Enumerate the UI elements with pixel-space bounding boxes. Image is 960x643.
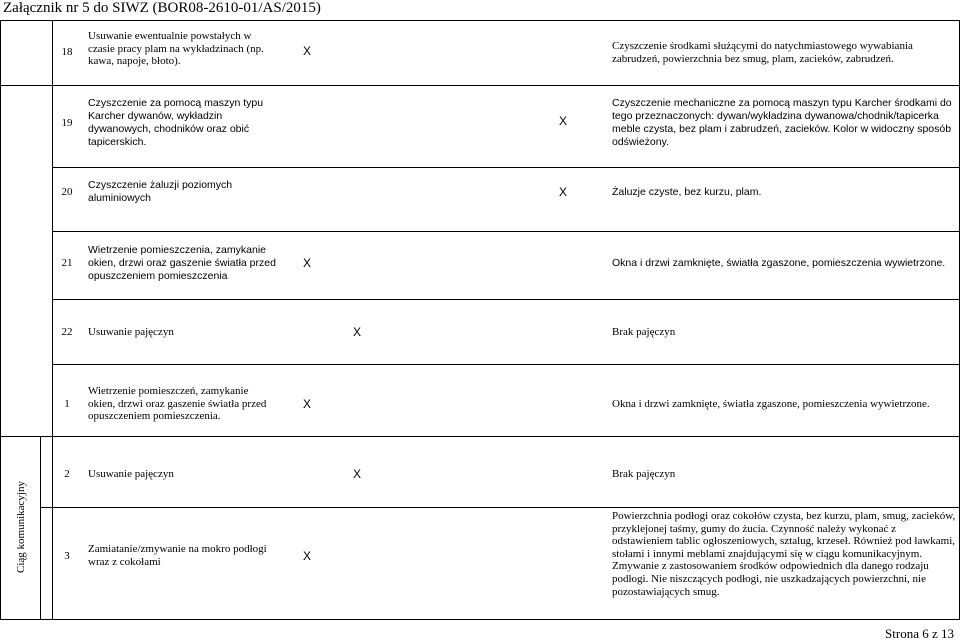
- mark-x: X: [352, 467, 361, 481]
- task-text: Zamiatanie/zmywanie na mokro podłogi wraz z cokołami: [88, 543, 267, 568]
- row-number: 21: [61, 257, 73, 269]
- effect-text: Brak pajęczyn: [612, 326, 676, 338]
- mark-x: X: [558, 185, 567, 199]
- task-text: Usuwanie pajęczyn: [88, 326, 174, 338]
- effect-text: Czyszczenie mechaniczne za pomocą maszyn typu Karcher środkami do tego przeznaczonych: dywan/wykładzina dywanowa/chodnik/tapicerka meble czysta, bez plam i zabrudzeń, zacieków. Kolor w widoczny sposób odświeżony.: [612, 97, 952, 148]
- effect-text: Powierzchnia podłogi oraz cokołów czysta, bez kurzu, plam, smug, zacieków, przyklejonej taśmy, gumy do żucia. Czynność należy wykonać z odstawieniem tablic ogłoszeniowych, sztalug, krzeseł. Również pod ławkami, stołami i innymi meblami znajdującymi się w ciągu komunikacyjnym. Zmywanie z zastosowaniem środków odpowiednich dla danego rodzaju podłogi. Nie niszczących podłogi, nie uszkadzających powierzchni, nie pozostawiających smug.: [612, 510, 956, 598]
- mark-x: X: [302, 549, 311, 563]
- task-text: Czyszczenie żaluzji poziomych aluminiowych: [88, 179, 233, 204]
- mark-x: X: [302, 256, 311, 270]
- mark-x: X: [302, 397, 311, 411]
- row-number: 20: [61, 186, 73, 198]
- mark-x: X: [558, 114, 567, 128]
- effect-text: Żaluzje czyste, bez kurzu, plam.: [612, 186, 762, 198]
- task-text: Wietrzenie pomieszczenia, zamykanie okien, drzwi oraz gaszenie światła przed opuszczeniem pomieszczenia: [88, 244, 276, 282]
- row-number: 1: [64, 398, 70, 410]
- page-number: Strona 6 z 13: [885, 626, 954, 641]
- task-text: Wietrzenie pomieszczeń, zamykanie okien, drzwi oraz gaszenie światła przed opuszczeniem pomieszczenia.: [88, 385, 267, 423]
- mark-x: X: [302, 44, 311, 58]
- task-text: Czyszczenie za pomocą maszyn typu Karcher dywanów, wykładzin dywanowych, chodników oraz obić tapicerskich.: [88, 97, 264, 148]
- row-number: 18: [61, 46, 73, 58]
- row-number: 3: [64, 550, 70, 562]
- row-number: 2: [64, 468, 70, 480]
- section-label: Ciąg komunikacyjny: [15, 481, 27, 573]
- document-title: Załącznik nr 5 do SIWZ (BOR08-2610-01/AS/2015): [3, 0, 321, 16]
- effect-text: Okna i drzwi zamknięte, światła zgaszone, pomieszczenia wywietrzone.: [612, 257, 946, 269]
- mark-x: X: [352, 325, 361, 339]
- task-text: Usuwanie ewentualnie powstałych w czasie pracy plam na wykładzinach (np. kawa, napoje, błoto).: [88, 30, 264, 68]
- effect-text: Okna i drzwi zamknięte, światła zgaszone, pomieszczenia wywietrzone.: [612, 398, 930, 410]
- row-number: 22: [61, 326, 73, 338]
- task-text: Usuwanie pajęczyn: [88, 468, 174, 480]
- effect-text: Brak pajęczyn: [612, 468, 676, 480]
- row-number: 19: [61, 117, 73, 129]
- effect-text: Czyszczenie środkami służącymi do natychmiastowego wywabiania zabrudzeń, powierzchnia bez smug, plam, zacieków, zabrudzeń.: [612, 40, 913, 65]
